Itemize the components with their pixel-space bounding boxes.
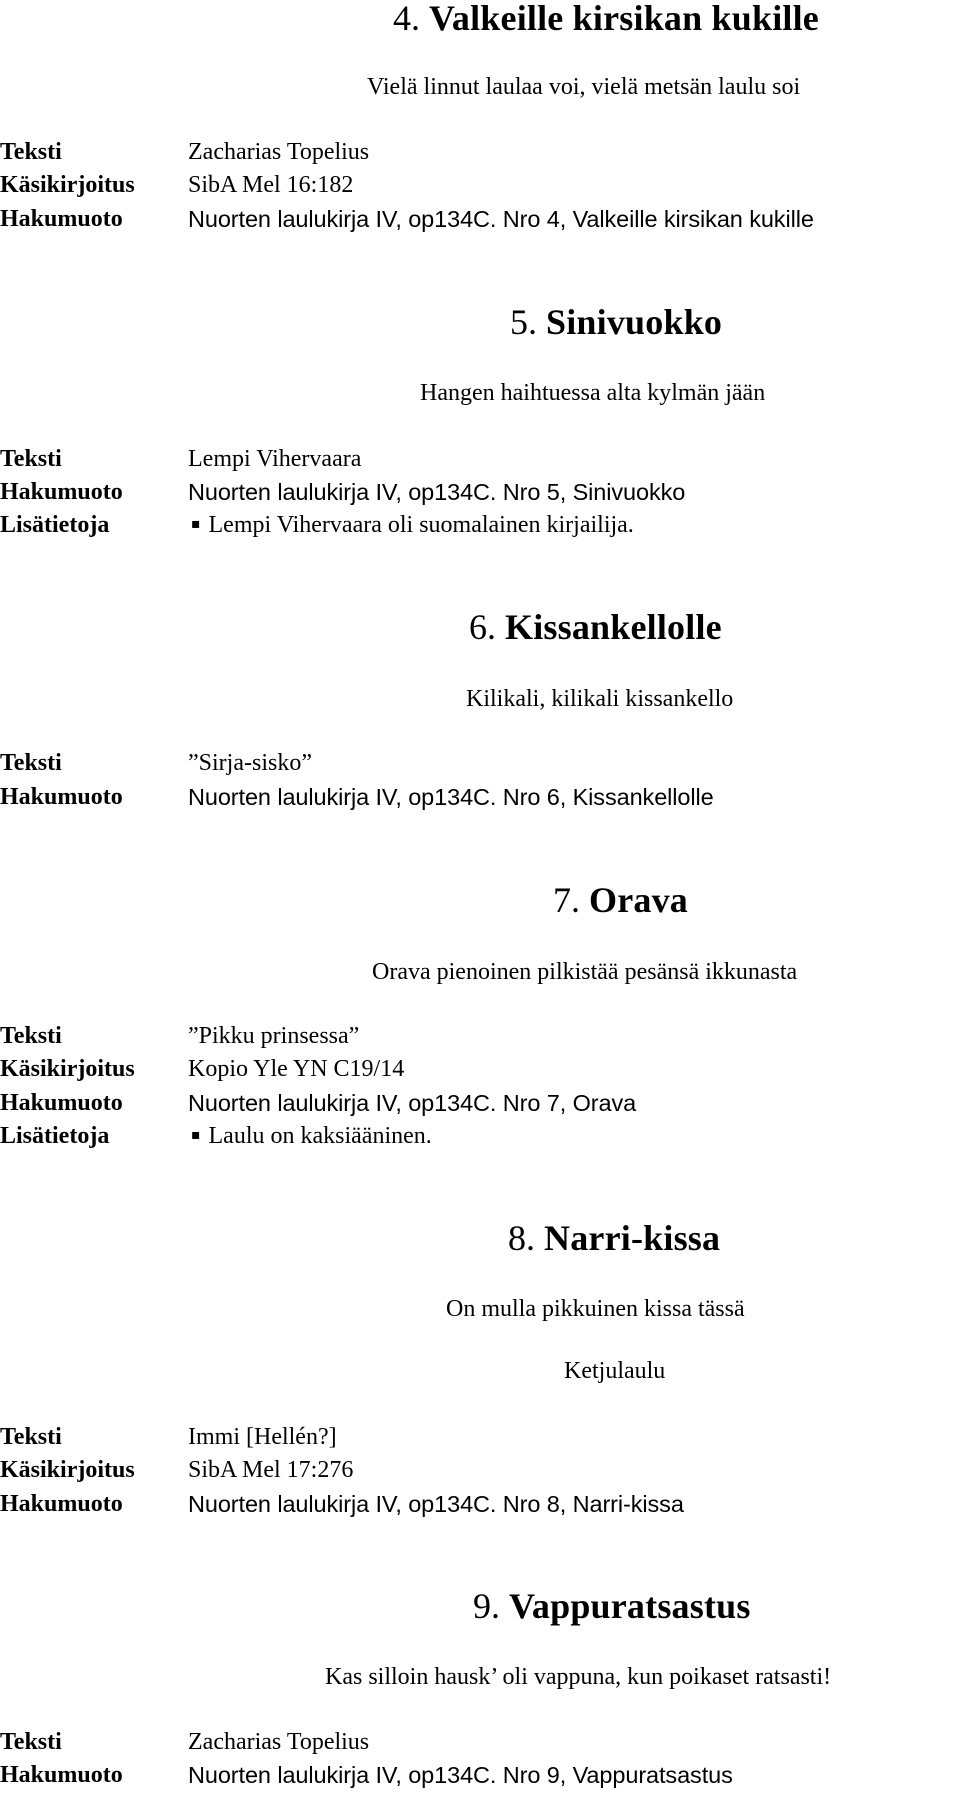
label-hakumuoto: Hakumuoto (0, 784, 123, 810)
value-hakumuoto: Nuorten laulukirja IV, op134C. Nro 4, Valkeille kirsikan kukille (188, 206, 814, 232)
label-lisatietoja: Lisätietoja (0, 1123, 110, 1149)
value-hakumuoto: Nuorten laulukirja IV, op134C. Nro 8, Narri-kissa (188, 1491, 684, 1517)
label-teksti: Teksti (0, 446, 62, 472)
label-teksti: Teksti (0, 1729, 62, 1755)
song-title (469, 607, 722, 647)
label-kasikirjoitus: Käsikirjoitus (0, 172, 135, 198)
bullet-icon: ▪ (191, 516, 201, 532)
label-lisatietoja: Lisätietoja (0, 512, 110, 538)
song-first-line: Kas silloin hausk’ oli vappuna, kun poikaset ratsasti! (325, 1664, 832, 1690)
song-subtitle: Ketjulaulu (564, 1358, 666, 1384)
song-first-line: On mulla pikkuinen kissa tässä (446, 1296, 745, 1322)
label-teksti: Teksti (0, 1023, 62, 1049)
song-first-line: Kilikali, kilikali kissankello (466, 686, 734, 712)
value-kasikirjoitus: SibA Mel 17:276 (188, 1457, 354, 1483)
value-hakumuoto: Nuorten laulukirja IV, op134C. Nro 7, Orava (188, 1090, 637, 1116)
label-hakumuoto: Hakumuoto (0, 1090, 123, 1116)
value-teksti: Immi [Hellén?] (188, 1424, 337, 1450)
value-teksti: Zacharias Topelius (188, 139, 370, 165)
song-number: 8. (508, 1218, 535, 1258)
song-name: Kissankellolle (505, 607, 722, 647)
label-hakumuoto: Hakumuoto (0, 479, 123, 505)
song-title (510, 302, 722, 342)
song-title (393, 0, 819, 38)
value-teksti: Zacharias Topelius (188, 1729, 370, 1755)
song-first-line: Vielä linnut laulaa voi, vielä metsän laulu soi (367, 74, 801, 100)
song-first-line: Orava pienoinen pilkistää pesänsä ikkunasta (372, 959, 798, 985)
song-name: Orava (589, 880, 688, 920)
song-name: Sinivuokko (546, 302, 723, 342)
bullet-text: Laulu on kaksiääninen. (208, 1123, 432, 1149)
label-kasikirjoitus: Käsikirjoitus (0, 1457, 135, 1483)
song-name: Valkeille kirsikan kukille (429, 0, 819, 38)
song-number: 6. (469, 607, 496, 647)
label-teksti: Teksti (0, 750, 62, 776)
value-kasikirjoitus: SibA Mel 16:182 (188, 172, 354, 198)
value-teksti: Lempi Vihervaara (188, 446, 362, 472)
value-teksti: ”Pikku prinsessa” (188, 1023, 360, 1049)
label-teksti: Teksti (0, 139, 62, 165)
song-number: 7. (553, 880, 580, 920)
song-name: Vappuratsastus (509, 1586, 751, 1626)
value-teksti: ”Sirja-sisko” (188, 750, 312, 776)
value-hakumuoto: Nuorten laulukirja IV, op134C. Nro 5, Sinivuokko (188, 479, 686, 505)
value-lisatietoja (191, 1122, 432, 1150)
song-number: 9. (473, 1586, 500, 1626)
song-title (473, 1586, 751, 1626)
label-hakumuoto: Hakumuoto (0, 206, 123, 232)
song-number: 5. (510, 302, 537, 342)
song-title (508, 1218, 720, 1258)
bullet-icon: ▪ (191, 1127, 201, 1143)
value-hakumuoto: Nuorten laulukirja IV, op134C. Nro 9, Vappuratsastus (188, 1762, 733, 1788)
label-hakumuoto: Hakumuoto (0, 1491, 123, 1517)
value-lisatietoja (191, 511, 634, 539)
bullet-text: Lempi Vihervaara oli suomalainen kirjailija. (208, 512, 634, 538)
label-kasikirjoitus: Käsikirjoitus (0, 1056, 135, 1082)
song-number: 4. (393, 0, 420, 38)
song-title (553, 880, 688, 920)
song-first-line: Hangen haihtuessa alta kylmän jään (420, 380, 766, 406)
label-hakumuoto: Hakumuoto (0, 1762, 123, 1788)
label-teksti: Teksti (0, 1424, 62, 1450)
value-hakumuoto: Nuorten laulukirja IV, op134C. Nro 6, Kissankellolle (188, 784, 714, 810)
value-kasikirjoitus: Kopio Yle YN C19/14 (188, 1056, 405, 1082)
song-name: Narri-kissa (544, 1218, 721, 1258)
